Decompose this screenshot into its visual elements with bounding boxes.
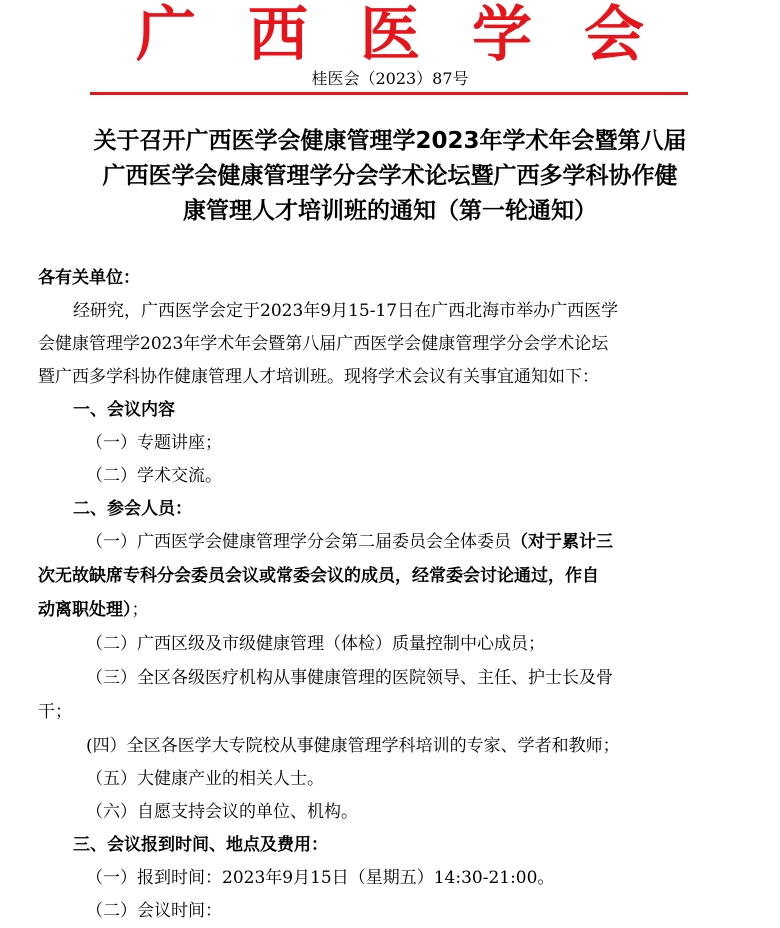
committee-note-end <box>38 594 750 628</box>
title-line-3: 康管理人才培训班的通知（第一轮通知） <box>183 198 597 224</box>
list-item: （三）全区各级医疗机构从事健康管理的医院领导、主任、护士长及骨 <box>86 668 613 688</box>
list-item: （二）会议时间： <box>86 901 222 921</box>
document-title <box>30 124 750 229</box>
title-line-2: 广西医学会健康管理学分会学术论坛暨广西多学科协作健 <box>102 163 678 189</box>
committee-note-continued: 次无故缺席专科分会委员会议或常委会议的成员，经常委会讨论通过，作自 <box>38 566 599 586</box>
section-heading-content: 一、会议内容 <box>73 400 175 420</box>
intro-paragraph-line-1: 经研究，广西医学会定于2023年9月15-17日在广西北海市举办广西医学 <box>73 301 619 321</box>
list-item: （一）报到时间：2023年9月15日（星期五）14:30-21:00。 <box>86 868 555 888</box>
header-divider <box>90 92 688 95</box>
list-item: （五）大健康产业的相关人士。 <box>86 769 324 789</box>
title-line-1: 关于召开广西医学会健康管理学2023年学术年会暨第八届 <box>93 128 687 154</box>
intro-paragraph-line-2: 会健康管理学2023年学术年会暨第八届广西医学会健康管理学分会学术论坛 <box>38 334 609 354</box>
org-letterhead: 广西医学会 <box>136 0 696 70</box>
list-item: （六）自愿支持会议的单位、机构。 <box>86 802 358 822</box>
list-item-committee <box>38 526 750 560</box>
section-heading-attendees: 二、参会人员： <box>73 499 192 519</box>
document-body <box>38 262 750 928</box>
list-item: (四）全区各医学大专院校从事健康管理学科培训的专家、学者和教师； <box>86 736 620 756</box>
section-heading-registration: 三、会议报到时间、地点及费用： <box>73 835 328 855</box>
committee-note-tail: 动离职处理） <box>38 600 132 620</box>
list-item: （二）学术交流。 <box>86 466 222 486</box>
list-item: （二）广西区级及市级健康管理（体检）质量控制中心成员； <box>86 634 545 654</box>
list-item-continued: 干； <box>38 702 72 722</box>
committee-punctuation: ； <box>131 600 149 620</box>
salutation: 各有关单位： <box>38 268 140 288</box>
document-number: 桂医会（2023）87号 <box>311 69 469 88</box>
committee-text: （一）广西医学会健康管理学分会第二届委员会全体委员 <box>86 532 511 552</box>
committee-note: （对于累计三 <box>511 532 613 552</box>
intro-paragraph-line-3: 暨广西多学科协作健康管理人才培训班。现将学术会议有关事宜通知如下： <box>38 367 599 387</box>
list-item: （一）专题讲座； <box>86 433 222 453</box>
